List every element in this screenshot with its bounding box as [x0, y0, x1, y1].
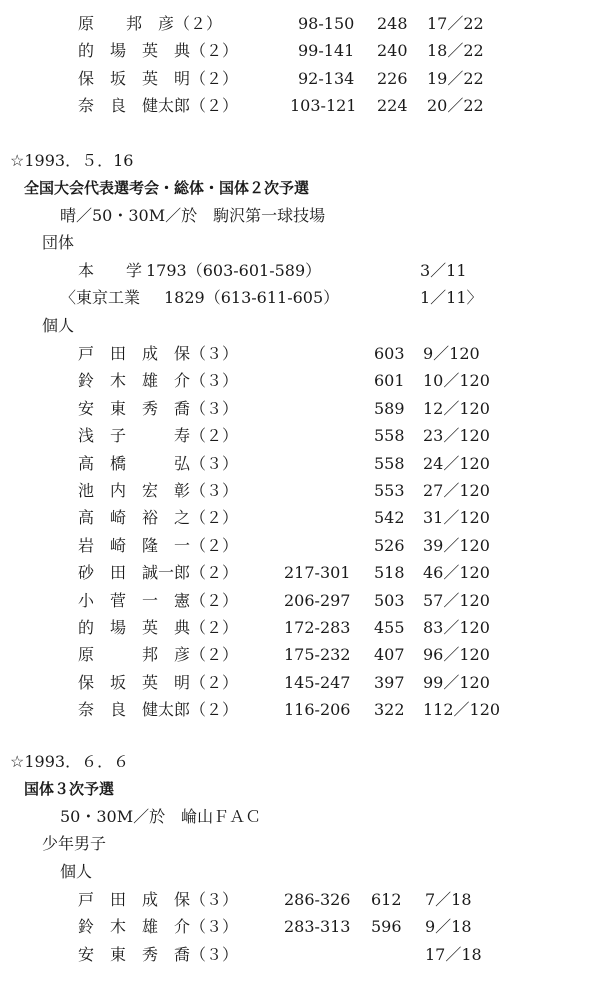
rank: 20／22: [427, 96, 484, 115]
rank: 10／120: [423, 371, 490, 390]
half-scores: 92-134: [298, 69, 355, 88]
total-score: 603: [374, 344, 405, 363]
rank: 18／22: [427, 41, 484, 60]
athlete-name: 戸 田 成 保（３）: [78, 344, 239, 363]
half-scores: 103-121: [290, 96, 357, 115]
rank: 31／120: [423, 508, 490, 527]
athlete-name: 的 場 英 典（２）: [78, 618, 239, 637]
half-scores: 286-326: [284, 890, 351, 909]
half-scores: 116-206: [284, 700, 351, 719]
total-score: 553: [374, 481, 405, 500]
athlete-name: 砂 田 誠一郎（２）: [78, 563, 239, 582]
total-score: 455: [374, 618, 405, 637]
rank: 96／120: [423, 645, 490, 664]
event-title: 全国大会代表選考会・総体・国体２次予選: [24, 179, 310, 197]
athlete-name: 岩 崎 隆 一（２）: [78, 536, 239, 555]
rank: 39／120: [423, 536, 490, 555]
total-score: 612: [371, 890, 402, 909]
category-label: 少年男子: [42, 834, 107, 853]
total-score: 224: [377, 96, 408, 115]
athlete-name: 保 坂 英 明（２）: [78, 673, 239, 692]
half-scores: 98-150: [298, 14, 355, 33]
total-score: 558: [374, 426, 405, 445]
team-rank: 1／11〉: [420, 288, 483, 307]
athlete-name: 的 場 英 典（２）: [78, 41, 239, 60]
athlete-name: 原 邦 彦（２）: [78, 14, 223, 33]
event-conditions: 50・30M／於 崘山ＦＡＣ: [60, 807, 262, 826]
team-score: 1829（613-611-605）: [164, 288, 340, 307]
half-scores: 175-232: [284, 645, 351, 664]
rank: 9／18: [425, 917, 472, 936]
athlete-name: 高 崎 裕 之（２）: [78, 508, 239, 527]
total-score: 397: [374, 673, 405, 692]
total-score: 526: [374, 536, 405, 555]
rank: 83／120: [423, 618, 490, 637]
rank: 9／120: [423, 344, 480, 363]
team-name: 〈東京工業: [60, 288, 141, 307]
athlete-name: 池 内 宏 彰（３）: [78, 481, 239, 500]
half-scores: 206-297: [284, 591, 351, 610]
total-score: 589: [374, 399, 405, 418]
half-scores: 283-313: [284, 917, 351, 936]
total-score: 503: [374, 591, 405, 610]
athlete-name: 奈 良 健太郎（２）: [78, 700, 239, 719]
athlete-name: 戸 田 成 保（３）: [78, 890, 239, 909]
rank: 99／120: [423, 673, 490, 692]
athlete-name: 鈴 木 雄 介（３）: [78, 371, 239, 390]
rank: 24／120: [423, 454, 490, 473]
individual-label: 個人: [60, 862, 93, 881]
half-scores: 99-141: [298, 41, 355, 60]
athlete-name: 小 菅 一 憲（２）: [78, 591, 239, 610]
half-scores: 217-301: [284, 563, 351, 582]
athlete-name: 安 東 秀 喬（３）: [78, 399, 239, 418]
rank: 46／120: [423, 563, 490, 582]
event-date: ☆1993．５．16: [10, 151, 134, 170]
team-label: 団体: [42, 233, 75, 252]
total-score: 558: [374, 454, 405, 473]
individual-label: 個人: [42, 316, 75, 335]
athlete-name: 鈴 木 雄 介（３）: [78, 917, 239, 936]
event-date: ☆1993．６．６: [10, 752, 130, 771]
total-score: 596: [371, 917, 402, 936]
event-title: 国体３次予選: [24, 780, 115, 798]
rank: 23／120: [423, 426, 490, 445]
total-score: 601: [374, 371, 405, 390]
total-score: 322: [374, 700, 405, 719]
rank: 17／22: [427, 14, 484, 33]
rank: 27／120: [423, 481, 490, 500]
rank: 7／18: [425, 890, 472, 909]
total-score: 226: [377, 69, 408, 88]
total-score: 518: [374, 563, 405, 582]
half-scores: 172-283: [284, 618, 351, 637]
total-score: 248: [377, 14, 408, 33]
half-scores: 145-247: [284, 673, 351, 692]
team-score: 1793（603-601-589）: [146, 261, 322, 280]
event-conditions: 晴／50・30M／於 駒沢第一球技場: [60, 206, 326, 225]
athlete-name: 浅 子 寿（２）: [78, 426, 239, 445]
total-score: 240: [377, 41, 408, 60]
team-name: 本 学: [78, 261, 143, 280]
rank: 112／120: [423, 700, 501, 719]
rank: 12／120: [423, 399, 490, 418]
athlete-name: 奈 良 健太郎（２）: [78, 96, 239, 115]
total-score: 407: [374, 645, 405, 664]
rank: 17／18: [425, 945, 482, 964]
total-score: 542: [374, 508, 405, 527]
athlete-name: 保 坂 英 明（２）: [78, 69, 239, 88]
team-rank: 3／11: [420, 261, 467, 280]
athlete-name: 高 橋 弘（３）: [78, 454, 239, 473]
rank: 57／120: [423, 591, 490, 610]
athlete-name: 原 邦 彦（２）: [78, 645, 239, 664]
rank: 19／22: [427, 69, 484, 88]
athlete-name: 安 東 秀 喬（３）: [78, 945, 239, 964]
